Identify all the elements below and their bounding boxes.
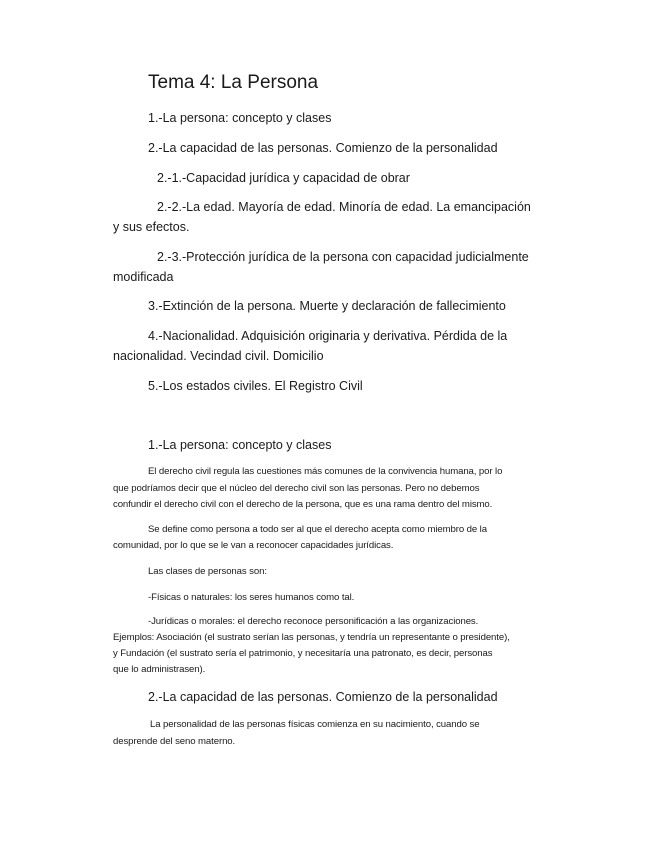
section-1-p2-line: comunidad, por lo que se le van a reconocer capacidades jurídicas. — [113, 540, 394, 551]
index-item-3: 3.-Extinción de la persona. Muerte y declaración de fallecimiento — [148, 299, 506, 313]
section-1-heading: 1.-La persona: concepto y clases — [148, 438, 332, 452]
section-1-p5-line: que lo administrasen). — [113, 664, 206, 675]
section-1-p5-line: Ejemplos: Asociación (el sustrato serían las personas, y tendría un representante o presidente), — [113, 632, 510, 643]
section-1-p5-line: y Fundación (el sustrato sería el patrimonio, y necesitaría una patronato, es decir, personas — [113, 648, 493, 659]
index-item-1: 1.-La persona: concepto y clases — [148, 111, 332, 125]
index-item-2-2-cont: y sus efectos. — [113, 220, 190, 234]
section-2-heading: 2.-La capacidad de las personas. Comienzo de la personalidad — [148, 690, 498, 704]
index-item-2-1: 2.-1.-Capacidad jurídica y capacidad de obrar — [157, 171, 410, 185]
index-item-2-3: 2.-3.-Protección jurídica de la persona con capacidad judicialmente — [157, 250, 529, 264]
section-2-p1-line: La personalidad de las personas físicas comienza en su nacimiento, cuando se — [150, 719, 480, 730]
index-item-2-2: 2.-2.-La edad. Mayoría de edad. Minoría de edad. La emancipación — [157, 200, 531, 214]
section-1-p5-line: -Jurídicas o morales: el derecho reconoce personificación a las organizaciones. — [148, 616, 479, 627]
section-1-p4: -Físicas o naturales: los seres humanos como tal. — [148, 592, 355, 603]
section-1-p1-line: que podríamos decir que el núcleo del derecho civil son las personas. Pero no debemos — [113, 483, 480, 494]
index-item-4-cont: nacionalidad. Vecindad civil. Domicilio — [113, 349, 324, 363]
section-2-p1-line: desprende del seno materno. — [113, 736, 236, 747]
index-item-2-3-cont: modificada — [113, 270, 174, 284]
section-1-p1-line: El derecho civil regula las cuestiones más comunes de la convivencia humana, por lo — [148, 466, 503, 477]
index-item-5: 5.-Los estados civiles. El Registro Civil — [148, 379, 363, 393]
index-item-4: 4.-Nacionalidad. Adquisición originaria y derivativa. Pérdida de la — [148, 329, 508, 343]
index-item-2: 2.-La capacidad de las personas. Comienzo de la personalidad — [148, 141, 498, 155]
page-title: Tema 4: La Persona — [148, 72, 319, 93]
section-1-p3: Las clases de personas son: — [148, 566, 267, 577]
section-1-p1-line: confundir el derecho civil con el derecho de la persona, que es una rama dentro del mismo. — [113, 499, 493, 510]
section-1-p2-line: Se define como persona a todo ser al que el derecho acepta como miembro de la — [148, 524, 487, 535]
